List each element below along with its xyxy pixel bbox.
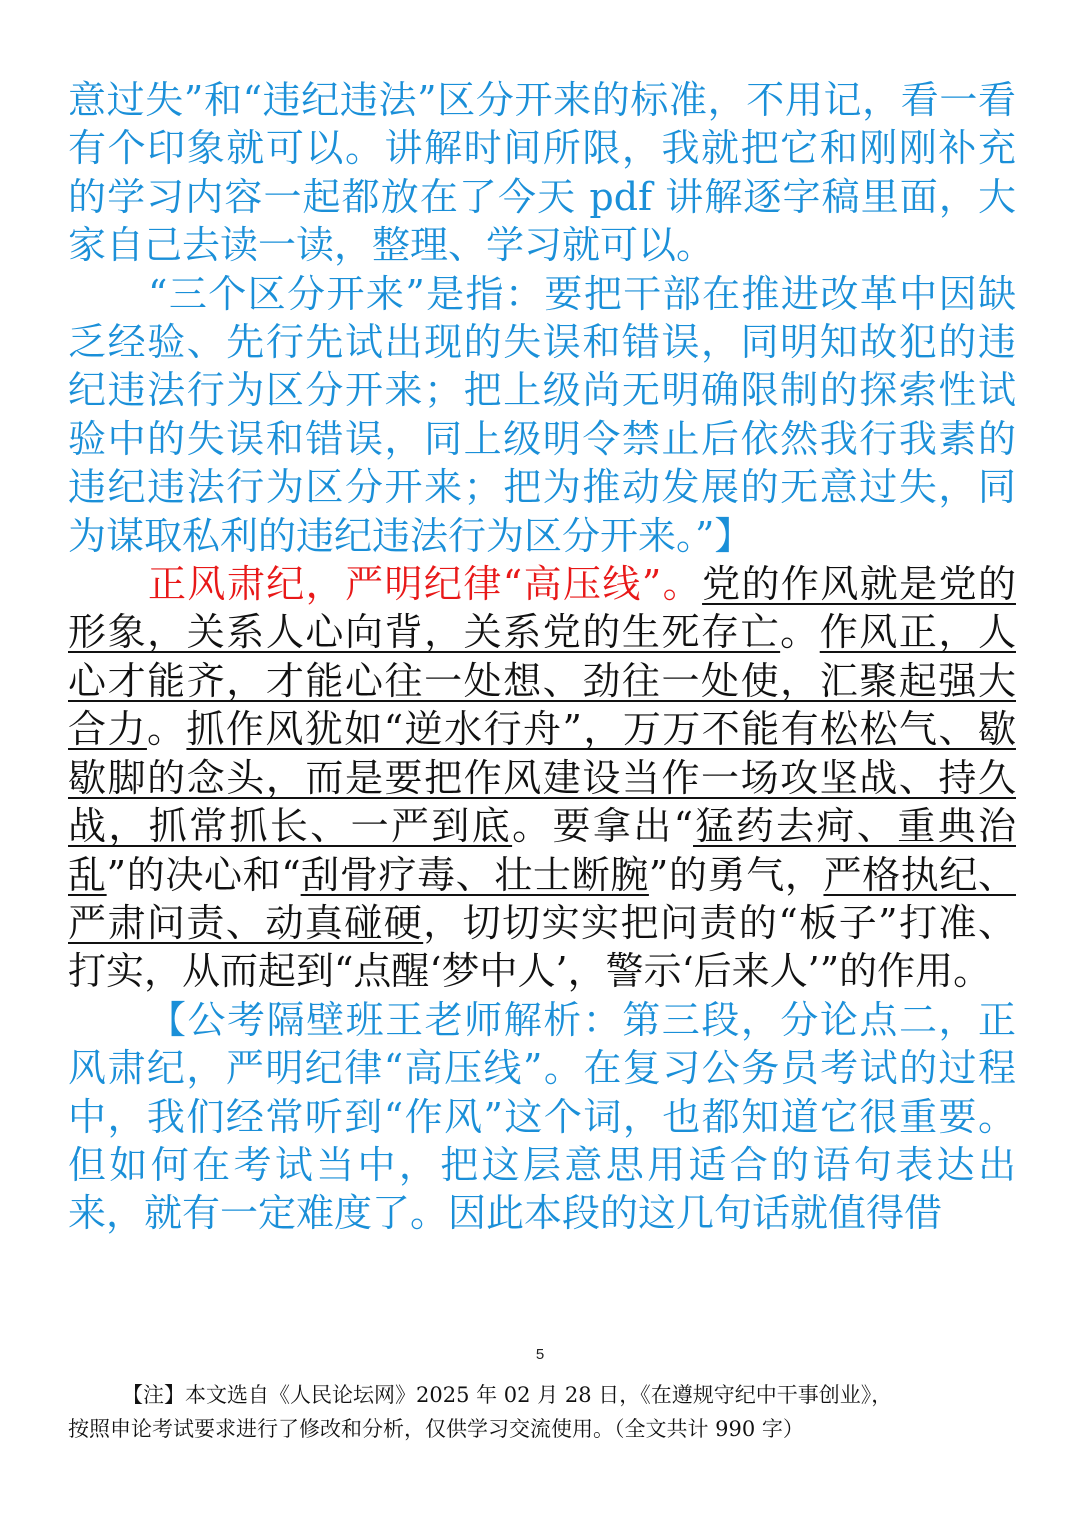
sentence-text-4: 。要拿出“ [512,804,694,849]
sentence-punct-1: 。 [780,610,820,655]
footnote-line-1: 【注】本文选自《人民论坛网》2025 年 02 月 28 日，《在遵规守纪中干事创业》， [122,1383,893,1407]
footnote-line-2: 按照申论考试要求进行了修改和分析，仅供学习交流使用。（全文共计 990 字） [68,1417,804,1441]
footnote [68,1378,1016,1446]
underlined-sentence-3: 抓作风犹如“逆水行舟”，万万不能有松松气、歇歇脚的念头，而是要把作风建设当作一场攻坚战、持久战，抓常抓长、一严到底 [68,707,1016,849]
page-number: 5 [535,1346,545,1363]
underlined-phrase-strict-discipline: 严格执纪、严肃问责、动真碰硬 [68,852,1016,945]
analysis-paragraph: 【公考隔壁班王老师解析：第三段，分论点二，正风肃纪，严明纪律“高压线”。在复习公务员考试的过程中，我们经常听到“作风”这个词，也都知道它很重要。但如何在考试当中，把这层意思用适合的语句表达出来，就有一定难度了。因此本段的这几句话就值得借 [68,997,1016,1236]
main-text-paragraph [68,560,1016,996]
document-body [68,76,1016,1238]
analysis-paragraph-continued: 意过失”和“违纪违法”区分开来的标准，不用记，看一看有个印象就可以。讲解时间所限，我就把它和刚刚补充的学习内容一起都放在了今天 pdf 讲解逐字稿里面，大家自己去读一读，整理、学习就可以。 [68,78,1016,268]
sentence-text-7: ，切切实实把问责的“板子”打准、打实，从而起到“点醒‘梦中人’，警示‘后来人’”的作用。 [68,900,1016,994]
sentence-text-5: ”的决心和“ [106,852,301,897]
section-heading: 正风肃纪，严明纪律“高压线”。 [148,562,703,607]
underlined-phrase-scrape-bone: 刮骨疗毒、壮士断腕 [300,852,649,897]
sentence-punct-2: 。 [146,707,187,752]
three-distinctions-quote-paragraph: “三个区分开来”是指：要把干部在推进改革中因缺乏经验、先行先试出现的失误和错误，同明知故犯的违纪违法行为区分开来；把上级尚无明确限制的探索性试验中的失误和错误，同上级明令禁止后依然我行我素的违纪违法行为区分开来；把为推动发展的无意过失，同为谋取私利的违纪违法行为区分开来。”】 [68,271,1016,558]
underlined-sentence-1: 党的作风就是党的形象，关系人心向背，关系党的生死存亡 [68,562,1016,655]
sentence-text-6: ”的勇气， [648,852,824,897]
underlined-sentence-2: 作风正，人心才能齐，才能心往一处想、劲往一处使，汇聚起强大合力 [68,610,1016,752]
underlined-phrase-strong-medicine: 猛药去疴、重典治乱 [68,804,1016,897]
